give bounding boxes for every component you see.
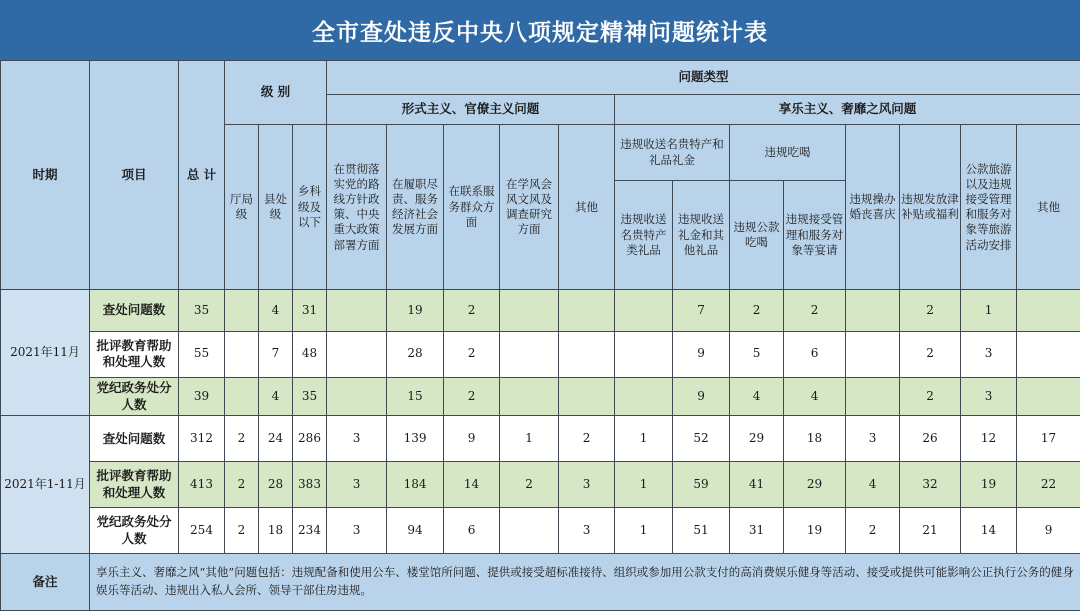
data-cell: 1 [615,416,673,462]
data-cell: 2 [225,462,259,508]
data-cell: 28 [259,462,293,508]
data-cell: 9 [1017,508,1080,554]
data-cell: 22 [1017,462,1080,508]
data-cell [225,331,259,377]
data-cell [615,331,673,377]
header-level: 级 别 [225,61,327,125]
data-cell: 31 [293,290,327,332]
data-cell: 21 [900,508,961,554]
period-cell: 2021年11月 [1,290,90,416]
data-cell: 18 [259,508,293,554]
header-formalism-duty: 在履职尽责、服务经济社会发展方面 [387,125,444,290]
data-cell: 2 [500,462,559,508]
header-formalism-masses: 在联系服务群众方面 [444,125,500,290]
data-cell [225,377,259,416]
data-cell [327,377,387,416]
data-cell: 3 [961,331,1017,377]
data-cell: 9 [673,331,730,377]
data-cell: 19 [387,290,444,332]
data-cell: 1 [500,416,559,462]
note-label: 备注 [1,553,90,610]
note-text: 享乐主义、奢靡之风“其他”问题包括：违规配备和使用公车、楼堂馆所问题、提供或接受超标准接待、组织或参加用公款支付的高消费娱乐健身等活动、接受或提供可能影响公正执行公务的健身娱乐等活动、违规出入私人会所、领导干部住房违规。 [90,553,1080,610]
data-cell [500,331,559,377]
data-cell: 29 [784,462,846,508]
data-cell: 2 [784,290,846,332]
data-cell: 254 [179,508,225,554]
data-cell: 3 [559,462,615,508]
data-cell: 1 [615,462,673,508]
data-cell [615,290,673,332]
header-hedonism-other: 其他 [1017,125,1080,290]
period-cell: 2021年1-11月 [1,416,90,554]
data-cell: 31 [730,508,784,554]
header-hedonism: 享乐主义、奢靡之风问题 [615,94,1080,125]
data-cell: 312 [179,416,225,462]
data-cell: 48 [293,331,327,377]
data-cell: 19 [784,508,846,554]
data-cell [559,377,615,416]
data-cell: 4 [730,377,784,416]
table-body [1,290,1080,554]
header-level-xiang: 乡科级及以下 [293,125,327,290]
data-cell: 6 [784,331,846,377]
data-cell: 94 [387,508,444,554]
row-item-label: 批评教育帮助和处理人数 [90,331,179,377]
data-cell [327,290,387,332]
data-cell: 2 [730,290,784,332]
table-row [1,290,1080,332]
data-cell: 35 [179,290,225,332]
data-cell [615,377,673,416]
header-formalism-other: 其他 [559,125,615,290]
data-cell: 139 [387,416,444,462]
table-row [1,462,1080,508]
data-cell: 413 [179,462,225,508]
header-formalism: 形式主义、官僚主义问题 [327,94,615,125]
data-cell [225,290,259,332]
data-cell: 4 [846,462,900,508]
data-cell [1017,377,1080,416]
data-cell: 9 [673,377,730,416]
data-cell: 52 [673,416,730,462]
data-cell: 2 [444,331,500,377]
data-cell: 3 [961,377,1017,416]
data-cell: 2 [444,290,500,332]
header-subsidy: 违规发放津补贴或福利 [900,125,961,290]
data-cell [327,331,387,377]
data-cell [846,331,900,377]
data-cell: 4 [784,377,846,416]
data-cell: 55 [179,331,225,377]
data-cell [500,508,559,554]
row-item-label: 查处问题数 [90,290,179,332]
data-cell: 3 [846,416,900,462]
data-cell: 4 [259,377,293,416]
data-cell: 19 [961,462,1017,508]
data-cell: 18 [784,416,846,462]
header-level-ting: 厅局级 [225,125,259,290]
data-cell: 6 [444,508,500,554]
data-cell: 7 [259,331,293,377]
data-cell: 2 [900,290,961,332]
data-cell: 24 [259,416,293,462]
data-cell: 26 [900,416,961,462]
header-gift-money: 违规收送礼金和其他礼品 [673,181,730,290]
data-cell [500,290,559,332]
data-cell: 1 [961,290,1017,332]
data-cell: 184 [387,462,444,508]
data-cell: 286 [293,416,327,462]
data-cell: 2 [559,416,615,462]
table-row [1,377,1080,416]
table-row [1,331,1080,377]
data-cell: 3 [327,462,387,508]
header-gift: 违规收送名贵特产和礼品礼金 [615,125,730,181]
data-cell: 2 [900,331,961,377]
data-cell [559,331,615,377]
table-row [1,508,1080,554]
data-cell: 17 [1017,416,1080,462]
data-cell: 1 [615,508,673,554]
statistics-table [0,60,1080,611]
data-cell: 14 [444,462,500,508]
data-cell: 4 [259,290,293,332]
data-cell: 3 [559,508,615,554]
data-cell [1017,331,1080,377]
data-cell: 3 [327,416,387,462]
data-cell [1017,290,1080,332]
header-eat-banquet: 违规接受管理和服务对象等宴请 [784,181,846,290]
data-cell: 383 [293,462,327,508]
header-period: 时期 [1,61,90,290]
data-cell: 15 [387,377,444,416]
data-cell: 14 [961,508,1017,554]
data-cell: 2 [444,377,500,416]
data-cell: 29 [730,416,784,462]
table-row [1,416,1080,462]
header-gift-specialty: 违规收送名贵特产类礼品 [615,181,673,290]
data-cell [846,377,900,416]
header-formalism-style: 在学风会风文风及调查研究方面 [500,125,559,290]
data-cell: 51 [673,508,730,554]
data-cell: 41 [730,462,784,508]
header-level-xian: 县处级 [259,125,293,290]
header-item: 项目 [90,61,179,290]
data-cell: 2 [846,508,900,554]
data-cell: 3 [327,508,387,554]
header-eat: 违规吃喝 [730,125,846,181]
data-cell: 7 [673,290,730,332]
data-cell: 5 [730,331,784,377]
data-cell: 59 [673,462,730,508]
data-cell: 35 [293,377,327,416]
data-cell: 9 [444,416,500,462]
data-cell: 234 [293,508,327,554]
header-eat-public: 违规公款吃喝 [730,181,784,290]
row-item-label: 党纪政务处分人数 [90,377,179,416]
data-cell [500,377,559,416]
header-wedding: 违规操办婚丧喜庆 [846,125,900,290]
row-item-label: 党纪政务处分人数 [90,508,179,554]
data-cell: 28 [387,331,444,377]
header-problem-type: 问题类型 [327,61,1080,95]
row-item-label: 批评教育帮助和处理人数 [90,462,179,508]
row-item-label: 查处问题数 [90,416,179,462]
header-travel: 公款旅游以及违规接受管理和服务对象等旅游活动安排 [961,125,1017,290]
data-cell: 12 [961,416,1017,462]
header-formalism-policy: 在贯彻落实党的路线方针政策、中央重大政策部署方面 [327,125,387,290]
data-cell: 39 [179,377,225,416]
page-title: 全市查处违反中央八项规定精神问题统计表 [0,0,1080,60]
header-total: 总 计 [179,61,225,290]
data-cell: 2 [225,416,259,462]
data-cell [559,290,615,332]
data-cell [846,290,900,332]
data-cell: 2 [900,377,961,416]
data-cell: 2 [225,508,259,554]
data-cell: 32 [900,462,961,508]
note-row [1,553,1080,610]
